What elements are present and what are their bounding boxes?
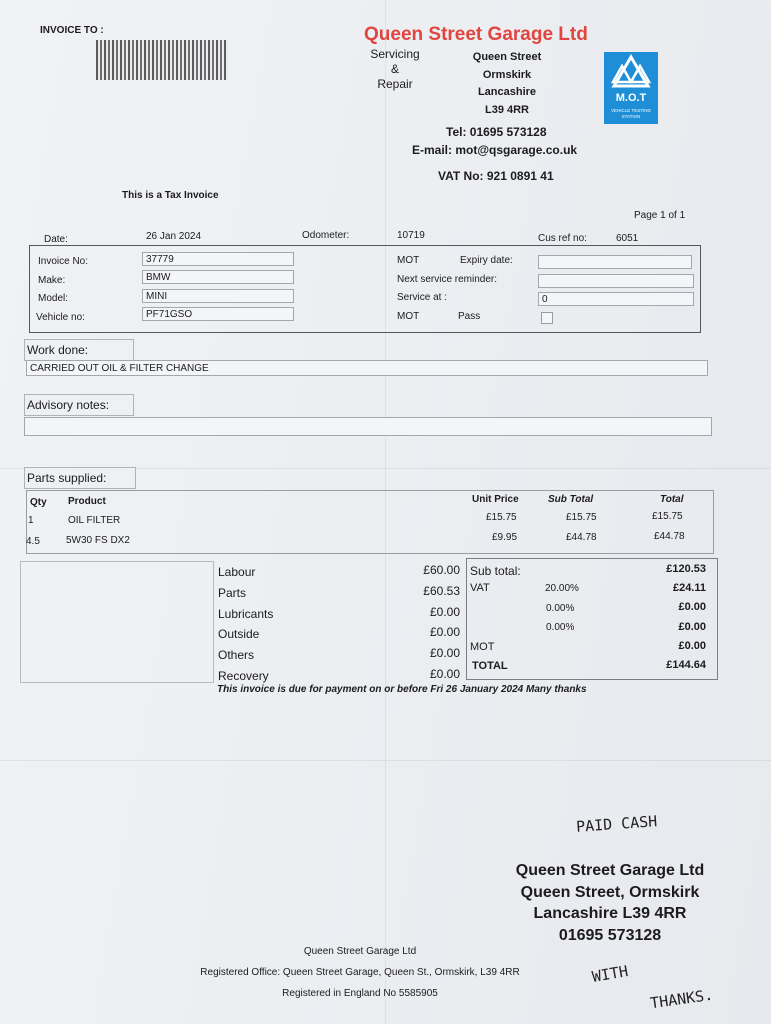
due-note: This invoice is due for payment on or before Fri 26 January 2024 Many thanks [217,684,587,695]
company-tel: Tel: 01695 573128 [446,125,547,139]
table-row-unit: £15.75 [486,512,517,523]
company-address: Queen Street Ormskirk Lancashire L39 4RR [472,51,542,116]
subtotal-label: Sub total: [470,564,521,578]
handwritten-paid-cash: PAID CASH [575,812,658,836]
make-field: BMW [142,270,294,284]
pass-checkbox [541,312,553,324]
charges-labels: Labour Parts Lubricants Outside Others Recovery [218,565,274,683]
table-row-qty: 1 [28,515,34,526]
col-unit-price: Unit Price [472,494,519,505]
invoice-no-field: 37779 [142,252,294,266]
work-done-field: CARRIED OUT OIL & FILTER CHANGE [26,360,708,376]
make-label: Make: [38,275,66,286]
col-product: Product [68,496,106,507]
amount-2: £0.00 [678,601,706,613]
advisory-field [24,417,712,436]
next-service-label: Next service reminder: [397,274,498,285]
table-row-qty: 4.5 [26,536,40,547]
odometer-value: 10719 [397,230,425,241]
handwritten-with: WITH [590,962,630,986]
vat-value: £24.11 [672,582,706,594]
service-lines: Servicing & Repair [370,47,420,91]
amount-3: £0.00 [678,621,706,633]
model-field: MINI [142,289,294,303]
blank-box [20,561,214,683]
table-row-sub: £15.75 [566,512,597,523]
table-row-product: OIL FILTER [68,515,121,526]
footer: Queen Street Garage Ltd Registered Office: Queen Street Garage, Queen St., Ormskirk, L39 4RR Registered in England No 5585905 [200,946,520,999]
vehicle-no-label: Vehicle no: [36,312,85,323]
parts-label: Parts supplied: [24,467,136,489]
table-row-total: £15.75 [652,511,683,522]
advisory-label: Advisory notes: [24,394,134,416]
handwritten-thanks: THANKS. [649,985,715,1013]
service-at-field: 0 [538,292,694,306]
total-label: TOTAL [472,660,508,672]
company-stamp: Queen Street Garage Ltd Queen Street, Ormskirk Lancashire L39 4RR 01695 573128 [515,862,705,944]
total-value: £144.64 [666,659,706,671]
table-row-total: £44.78 [654,531,685,542]
col-total: Total [660,494,684,505]
charges-values: £60.00 £60.53 £0.00 £0.00 £0.00 £0.00 [423,563,460,681]
tax-invoice-label: This is a Tax Invoice [122,190,219,201]
table-row-sub: £44.78 [566,532,597,543]
vat-number: VAT No: 921 0891 41 [438,169,554,183]
table-row-unit: £9.95 [492,532,518,543]
page-number: Page 1 of 1 [634,210,686,221]
next-service-field [538,274,694,288]
mot-logo: M.O.T VEHICLE TESTING STATION [604,52,658,124]
redacted-address [96,40,228,80]
mot-label: MOT [397,255,420,266]
vehicle-no-field: PF71GSO [142,307,294,321]
expiry-label: Expiry date: [460,255,513,266]
rate-3: 0.00% [546,622,575,633]
expiry-field [538,255,692,269]
service-at-label: Service at : [397,292,448,303]
mot-total-value: £0.00 [678,640,706,652]
mot-pass-label: MOT [397,311,420,322]
company-email: E-mail: mot@qsgarage.co.uk [412,143,578,157]
invoice-to-label: INVOICE TO : [40,25,104,36]
date-label: Date: [44,234,68,245]
company-name: Queen Street Garage Ltd [364,24,588,45]
table-row-product: 5W30 FS DX2 [66,535,130,546]
invoice-no-label: Invoice No: [38,256,89,267]
subtotal-value: £120.53 [666,563,706,575]
vat-rate: 20.00% [545,583,579,594]
rate-2: 0.00% [546,603,575,614]
cusref-label: Cus ref no: [538,233,587,244]
mot-triangles-icon [604,52,658,96]
date-value: 26 Jan 2024 [146,231,202,242]
mot-total-label: MOT [470,641,495,653]
model-label: Model: [38,293,69,304]
vat-label: VAT [470,582,490,594]
pass-label: Pass [458,311,481,322]
work-done-label: Work done: [24,339,134,361]
odometer-label: Odometer: [302,230,350,241]
col-qty: Qty [30,497,47,508]
col-sub-total: Sub Total [548,494,594,505]
cusref-value: 6051 [616,233,639,244]
